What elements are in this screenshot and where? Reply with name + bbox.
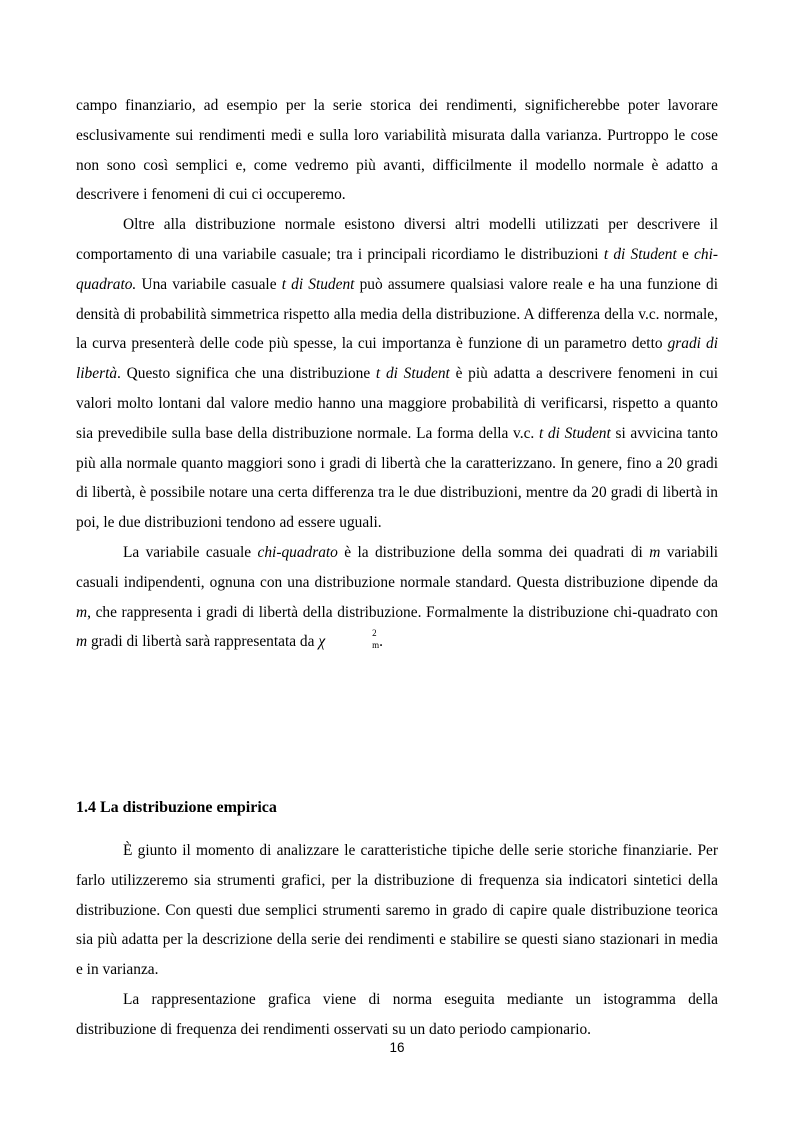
chi-superscript: 2 — [372, 628, 377, 639]
emphasis-chi-quadrato: chi-quadrato. — [76, 245, 718, 293]
emphasis-chi-quadrato: chi-quadrato — [257, 543, 338, 561]
chi-letter: χ — [318, 633, 326, 651]
paragraph-3 — [76, 538, 718, 657]
text-run: e — [676, 245, 695, 263]
chi-subscript: m — [372, 640, 380, 651]
emphasis-t-student: t di Student — [281, 275, 355, 293]
paragraph-2 — [76, 210, 718, 538]
page-number: 16 — [389, 1040, 405, 1055]
text-run: . Questo significa che una distribuzione — [117, 365, 376, 383]
text-run: può assumere qualsiasi valore reale e ha una funzione di densità di probabilità simmetrica rispetto alla media della distribuzione. A differenza della v.c. normale, la curva presenterà delle code più spesse, la cui importanza è funzione di un parametro detto — [76, 275, 718, 353]
emphasis-gradi-liberta: gradi di libertà — [76, 335, 718, 383]
text-run: , che rappresenta i gradi di libertà della distribuzione. Formalmente la distribuzione chi-quadrato con — [87, 603, 718, 621]
section-heading: 1.4 La distribuzione empirica — [76, 799, 277, 816]
text-run: Una variabile casuale — [136, 275, 282, 293]
body-text-top — [76, 91, 718, 657]
text-run: La variabile casuale — [123, 543, 258, 561]
text-run: si avvicina tanto più alla normale quanto maggiori sono i gradi di libertà che la caratterizzano. In genere, fino a 20 gradi di libertà, è possibile notare una certa differenza tra le due distribuzioni, mentre da 20 gradi di libertà in poi, le due distribuzioni tendono ad essere uguali. — [76, 424, 719, 532]
emphasis-m: m — [649, 543, 661, 561]
paragraph-1: campo finanziario, ad esempio per la serie storica dei rendimenti, significherebbe poter lavorare esclusivamente sui rendimenti medi e sulla loro variabilità misurata dalla varianza. Purtroppo le cose non sono così semplici e, come vedremo più avanti, difficilmente il modello normale è adatto a descrivere i fenomeni di cui ci occuperemo. — [76, 97, 718, 204]
text-run: Oltre alla distribuzione normale esistono diversi altri modelli utilizzati per descrivere il comportamento di una variabile casuale; tra i principali ricordiamo le distribuzioni — [76, 216, 718, 263]
emphasis-t-student: t di Student — [538, 424, 611, 442]
text-run: . — [379, 633, 383, 651]
chi-square-symbol — [318, 628, 380, 651]
paragraph-5: La rappresentazione grafica viene di norma eseguita mediante un istogramma della distribuzione di frequenza dei rendimenti osservati su un dato periodo campionario. — [76, 990, 718, 1038]
body-text-bottom — [76, 836, 718, 1045]
text-run: gradi di libertà sarà rappresentata da — [87, 633, 319, 651]
paragraph-4: È giunto il momento di analizzare le caratteristiche tipiche delle serie storiche finanziarie. Per farlo utilizzeremo sia strumenti grafici, per la distribuzione di frequenza sia indicatori sintetici della distribuzione. Con questi due semplici strumenti saremo in grado di capire quale distribuzione teorica sia più adatta per la descrizione della serie dei rendimenti e stabilire se questi siano stazionari in media e in varianza. — [76, 842, 718, 979]
emphasis-t-student: t di Student — [375, 365, 450, 383]
emphasis-t-student: t di Student — [603, 245, 677, 263]
text-run: è la distribuzione della somma dei quadrati di — [337, 543, 650, 561]
text-run: è più adatta a descrivere fenomeni in cui valori molto lontani dal valore medio hanno una maggiore probabilità di verificarsi, rispetto a quanto sia prevedibile sulla base della distribuzione normale. La forma della v.c. — [76, 365, 718, 442]
text-run: variabili casuali indipendenti, ognuna con una distribuzione normale standard. Questa distribuzione dipende da — [76, 543, 718, 591]
emphasis-m: m — [76, 633, 88, 651]
emphasis-m: m — [76, 603, 88, 621]
